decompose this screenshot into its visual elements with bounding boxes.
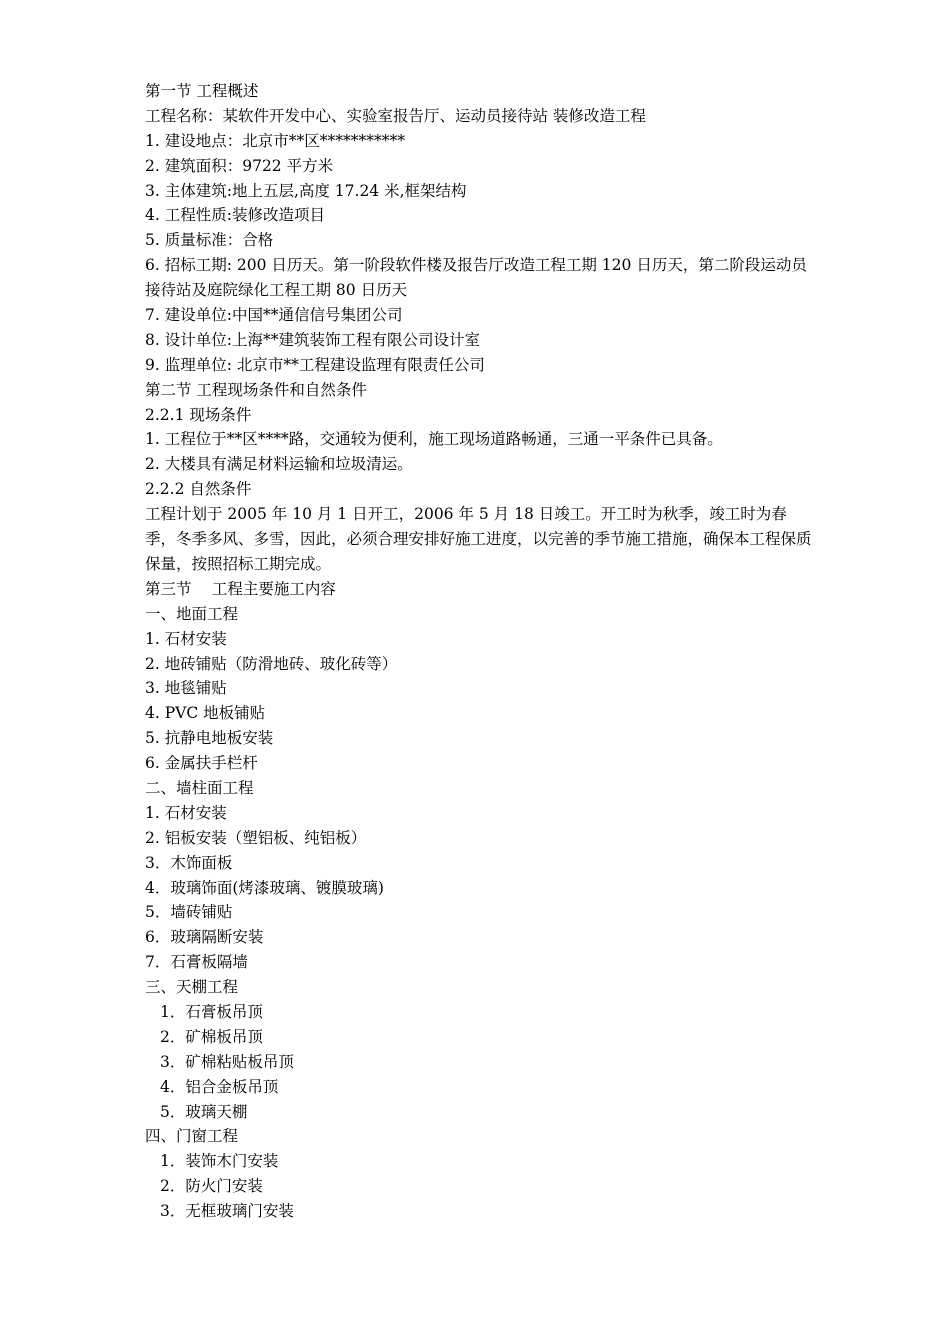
list-item: 2．矿棉板吊顶 xyxy=(160,1027,263,1046)
section-1-heading: 第一节 工程概述 xyxy=(145,82,259,100)
list-item: 2．防火门安装 xyxy=(160,1177,263,1196)
list-item: 1. 石材安装 xyxy=(145,629,227,648)
list-item: 3．无框玻璃门安装 xyxy=(160,1202,294,1221)
subsection-2-2-1: 2.2.1 现场条件 xyxy=(145,405,252,424)
main-structure: 3. 主体建筑:地上五层,高度 17.24 米,框架结构 xyxy=(145,181,467,200)
list-item: 5．玻璃天棚 xyxy=(160,1102,248,1121)
building-area: 2. 建筑面积：9722 平方米 xyxy=(145,156,334,175)
list-item: 2. 铝板安装（塑铝板、纯铝板） xyxy=(145,828,367,847)
project-nature: 4. 工程性质:装修改造项目 xyxy=(145,206,325,225)
list-item: 4. PVC 地板铺贴 xyxy=(145,704,266,723)
list-item: 6．玻璃隔断安装 xyxy=(145,928,264,947)
construction-site: 1. 建设地点：北京市**区*********** xyxy=(145,131,405,150)
construction-unit: 7. 建设单位:中国**通信信号集团公司 xyxy=(145,306,403,325)
wall-works-heading: 二、墙柱面工程 xyxy=(145,778,254,797)
design-unit: 8. 设计单位:上海**建筑装饰工程有限公司设计室 xyxy=(145,330,480,349)
list-item: 7．石膏板隔墙 xyxy=(145,953,248,972)
bid-duration: 6. 招标工期: 200 日历天。第一阶段软件楼及报告厅改造工程工期 120 日历天，第二阶段运动员接待站及庭院绿化工程工期 80 日历天 xyxy=(145,256,807,300)
list-item: 1. 石材安装 xyxy=(145,803,227,822)
list-item: 6. 金属扶手栏杆 xyxy=(145,754,258,773)
supervision-unit: 9. 监理单位: 北京市**工程建设监理有限责任公司 xyxy=(145,355,485,374)
quality-standard: 5. 质量标准：合格 xyxy=(145,231,274,250)
list-item: 5. 抗静电地板安装 xyxy=(145,729,274,748)
door-window-works-heading: 四、门窗工程 xyxy=(145,1127,239,1146)
section-2-heading: 第二节 工程现场条件和自然条件 xyxy=(145,380,367,399)
project-name: 工程名称：某软件开发中心、实验室报告厅、运动员接待站 装修改造工程 xyxy=(145,106,646,125)
list-item: 1．装饰木门安装 xyxy=(160,1152,279,1171)
list-item: 4．玻璃饰面(烤漆玻璃、镀膜玻璃) xyxy=(145,878,384,897)
list-item: 2. 地砖铺贴（防滑地砖、玻化砖等） xyxy=(145,654,398,673)
natural-condition-paragraph: 工程计划于 2005 年 10 月 1 日开工，2006 年 5 月 18 日竣工。开工时为秋季，竣工时为春季，冬季多风、多雪，因此，必须合理安排好施工进度，以完善的季节施工措施，确保本工程保质保量，按照招标工期完成。 xyxy=(145,505,812,573)
section-3-heading: 第三节 工程主要施工内容 xyxy=(145,579,336,598)
document-body xyxy=(145,79,815,1224)
site-condition-1: 1. 工程位于**区****路，交通较为便利，施工现场道路畅通，三通一平条件已具备。 xyxy=(145,430,723,449)
list-item: 3. 地毯铺贴 xyxy=(145,679,227,698)
list-item: 5．墙砖铺贴 xyxy=(145,903,233,922)
subsection-2-2-2: 2.2.2 自然条件 xyxy=(145,480,252,499)
site-condition-2: 2. 大楼具有满足材料运输和垃圾清运。 xyxy=(145,455,413,474)
ceiling-works-heading: 三、天棚工程 xyxy=(145,978,239,997)
list-item: 3．木饰面板 xyxy=(145,853,233,872)
list-item: 1．石膏板吊顶 xyxy=(160,1002,263,1021)
list-item: 4．铝合金板吊顶 xyxy=(160,1077,279,1096)
floor-works-heading: 一、地面工程 xyxy=(145,604,239,623)
list-item: 3．矿棉粘贴板吊顶 xyxy=(160,1052,294,1071)
